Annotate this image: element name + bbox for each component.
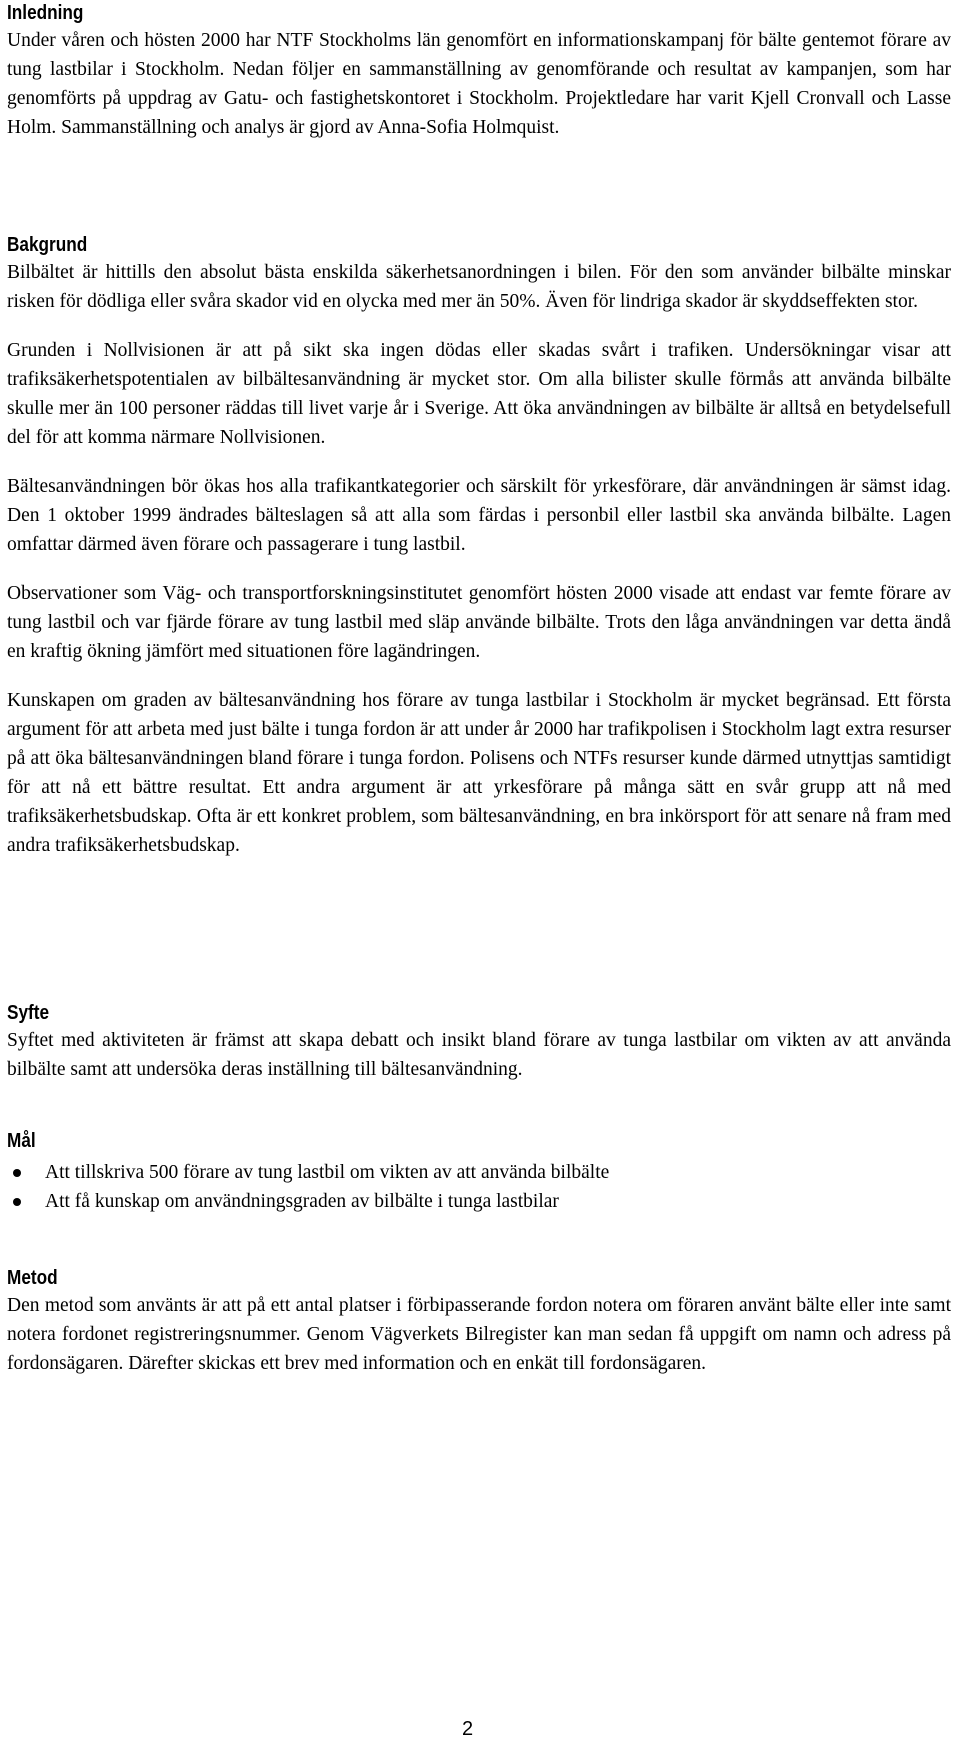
- paragraph: Den metod som använts är att på ett antal platser i förbipasserande fordon notera om föraren använt bälte eller inte samt notera fordonet registreringsnummer. Genom Vägverkets Bilregister kan man sedan få uppgift om namn och adress på fordonsägaren. Därefter skickas ett brev med information och en enkät till fordonsägaren.: [7, 1295, 951, 1374]
- list-item: [7, 1187, 951, 1216]
- paragraph: Grunden i Nollvisionen är att på sikt ska ingen dödas eller skadas svårt i trafiken. Undersökningar visar att trafiksäkerhetspotentialen av bilbältesanvändning är mycket stor. Om alla bilister skulle förmås att använda bilbälte skulle mer än 100 personer räddas till livet varje år i Sverige. Att öka användningen av bilbälte är alltså en betydelsefull del för att komma närmare Nollvisionen.: [7, 340, 951, 448]
- section-heading-bakgrund: Bakgrund: [7, 234, 88, 256]
- bullet-icon: [13, 1169, 21, 1177]
- page-number: 2: [462, 1718, 474, 1740]
- list-item: [7, 1158, 951, 1187]
- paragraph: Bilbältet är hittills den absolut bästa enskilda säkerhetsanordningen i bilen. För den som använder bilbälte minskar risken för dödliga eller svåra skador vid en olycka med mer än 50%. Även för lindriga skador är skyddseffekten stor.: [7, 262, 951, 312]
- section-inledning: [7, 0, 951, 142]
- section-heading-inledning: Inledning: [7, 2, 84, 24]
- bullet-icon: [13, 1198, 21, 1206]
- goal-list: [7, 1158, 951, 1216]
- paragraph: Syftet med aktiviteten är främst att skapa debatt och insikt bland förare av tunga lastbilar om vikten av att använda bilbälte samt att undersöka deras inställning till bältesanvändning.: [7, 1030, 951, 1080]
- section-mal: [7, 1128, 951, 1216]
- paragraph: Kunskapen om graden av bältesanvändning hos förare av tunga lastbilar i Stockholm är mycket begränsad. Ett första argument för att arbeta med just bälte i tunga fordon är att under år 2000 har trafikpolisen i Stockholm lagt extra resurser på att öka bältesanvändningen bland förare i tunga fordon. Polisens och NTFs resurser kunde därmed utnyttjas samtidigt för att nå ett bättre resultat. Ett andra argument är att yrkesförare på många sätt en svår grupp att nå med trafiksäkerhetsbudskap. Ofta är ett konkret problem, som bältesanvändning, en bra inkörsport för att senare nå fram med andra trafiksäkerhetsbudskap.: [7, 690, 951, 856]
- section-heading-mal: Mål: [7, 1130, 36, 1152]
- list-item-text: Att tillskriva 500 förare av tung lastbil om vikten av att använda bilbälte: [45, 1162, 610, 1183]
- section-heading-metod: Metod: [7, 1267, 58, 1289]
- list-item-text: Att få kunskap om användningsgraden av bilbälte i tunga lastbilar: [45, 1191, 559, 1212]
- paragraph: Bältesanvändningen bör ökas hos alla trafikantkategorier och särskilt för yrkesförare, där användningen är sämst idag. Den 1 oktober 1999 ändrades bälteslagen så att alla som färdas i personbil eller lastbil ska använda bilbälte. Lagen omfattar därmed även förare och passagerare i tung lastbil.: [7, 476, 951, 555]
- section-heading-syfte: Syfte: [7, 1002, 50, 1024]
- paragraph: Under våren och hösten 2000 har NTF Stockholms län genomfört en informationskampanj för bälte gentemot förare av tung lastbilar i Stockholm. Nedan följer en sammanställning av genomförande och resultat av kampanjen, som har genomförts på uppdrag av Gatu- och fastighetskontoret i Stockholm. Projektledare har varit Kjell Cronvall och Lasse Holm. Sammanställning och analys är gjord av Anna-Sofia Holmquist.: [7, 30, 951, 138]
- section-bakgrund: [7, 232, 951, 860]
- paragraph: Observationer som Väg- och transportforskningsinstitutet genomfört hösten 2000 visade att endast var femte förare av tung lastbil och var fjärde förare av tung lastbil med släp använde bilbälte. Trots den låga användningen var detta ändå en kraftig ökning jämfört med situationen före lagändringen.: [7, 583, 951, 662]
- section-syfte: [7, 1000, 951, 1084]
- section-metod: [7, 1265, 951, 1378]
